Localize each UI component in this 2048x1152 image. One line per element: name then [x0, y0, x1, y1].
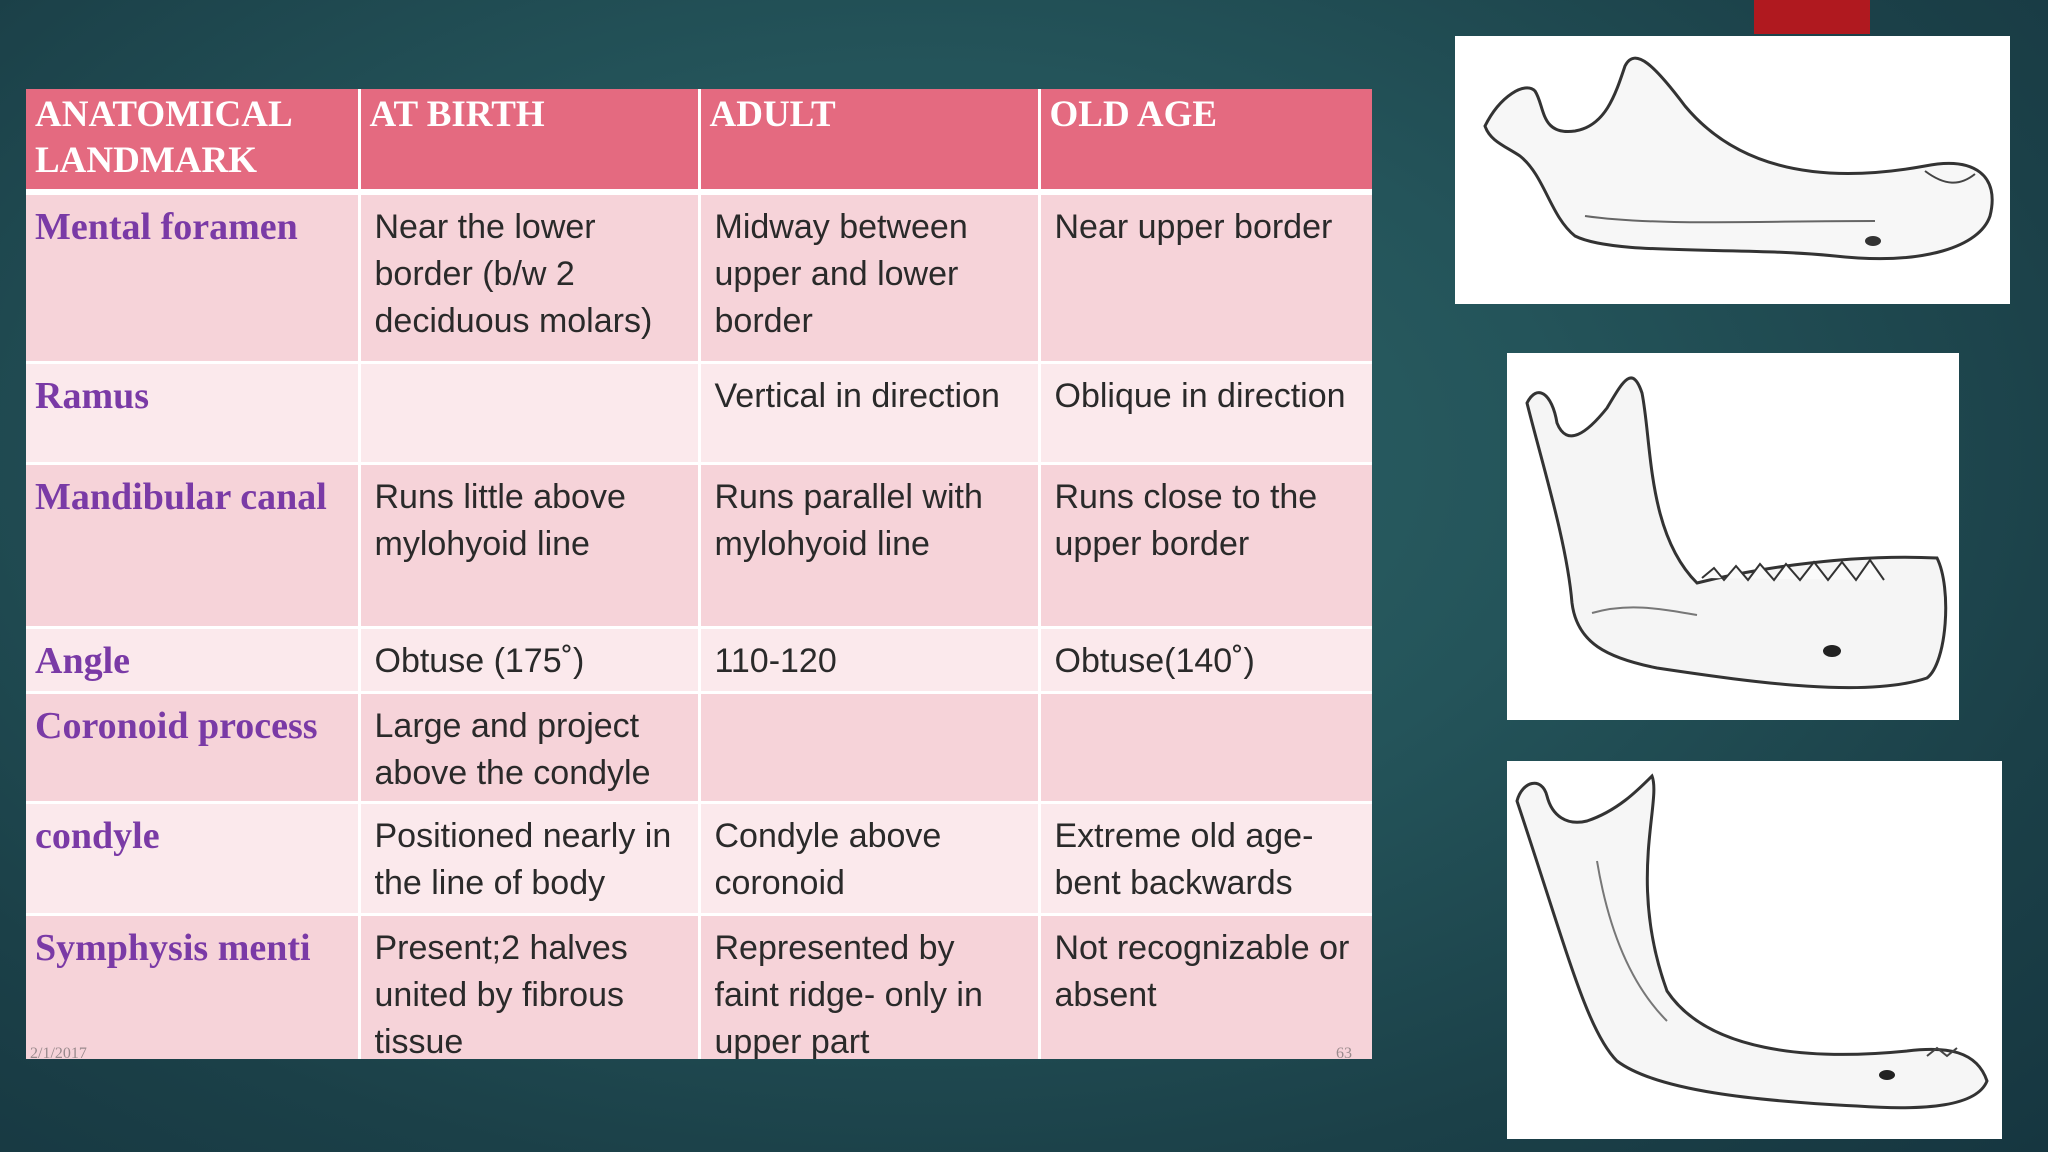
mandible-sketch-2 [1507, 353, 1959, 720]
landmark-cell: Ramus [26, 362, 359, 463]
birth-cell: Positioned nearly in the line of body [359, 802, 699, 914]
old-age-cell: Near upper border [1039, 192, 1372, 362]
adult-cell: Vertical in direction [699, 362, 1039, 463]
table-row [26, 914, 1372, 1059]
birth-cell [359, 362, 699, 463]
mandible-at-birth-image [1455, 36, 2010, 304]
table-header-row [26, 89, 1372, 192]
table-row [26, 192, 1372, 362]
table-row [26, 802, 1372, 914]
footer-page-number: 63 [1336, 1045, 1352, 1062]
landmark-cell: Mandibular canal [26, 463, 359, 627]
adult-cell: Condyle above coronoid [699, 802, 1039, 914]
old-age-cell: Obtuse(140˚) [1039, 627, 1372, 692]
accent-bar [1754, 0, 1870, 34]
header-old-age: OLD AGE [1039, 89, 1372, 192]
adult-cell [699, 692, 1039, 802]
mandible-old-age-image [1507, 761, 2002, 1139]
old-age-cell: Oblique in direction [1039, 362, 1372, 463]
landmark-cell: Symphysis menti [26, 914, 359, 1059]
comparison-table [26, 89, 1372, 1059]
old-age-cell [1039, 692, 1372, 802]
landmark-cell: condyle [26, 802, 359, 914]
header-at-birth: AT BIRTH [359, 89, 699, 192]
table-row [26, 362, 1372, 463]
adult-cell: 110-120 [699, 627, 1039, 692]
mandible-sketch-3 [1507, 761, 2002, 1139]
old-age-cell: Not recognizable or absent [1039, 914, 1372, 1059]
mandible-adult-image [1507, 353, 1959, 720]
mandible-sketch-1 [1455, 36, 2010, 304]
adult-cell: Runs parallel with mylohyoid line [699, 463, 1039, 627]
landmark-cell: Coronoid process [26, 692, 359, 802]
birth-cell: Near the lower border (b/w 2 deciduous molars) [359, 192, 699, 362]
birth-cell: Runs little above mylohyoid line [359, 463, 699, 627]
landmark-cell: Mental foramen [26, 192, 359, 362]
old-age-cell: Runs close to the upper border [1039, 463, 1372, 627]
birth-cell: Large and project above the condyle [359, 692, 699, 802]
table-row [26, 692, 1372, 802]
header-adult: ADULT [699, 89, 1039, 192]
table-row [26, 627, 1372, 692]
footer-date: 2/1/2017 [30, 1045, 87, 1062]
adult-cell: Midway between upper and lower border [699, 192, 1039, 362]
table-row [26, 463, 1372, 627]
old-age-cell: Extreme old age- bent backwards [1039, 802, 1372, 914]
birth-cell: Present;2 halves united by fibrous tissue [359, 914, 699, 1059]
birth-cell: Obtuse (175˚) [359, 627, 699, 692]
adult-cell: Represented by faint ridge- only in upper part [699, 914, 1039, 1059]
landmark-cell: Angle [26, 627, 359, 692]
header-landmark: ANATOMICAL LANDMARK [26, 89, 359, 192]
